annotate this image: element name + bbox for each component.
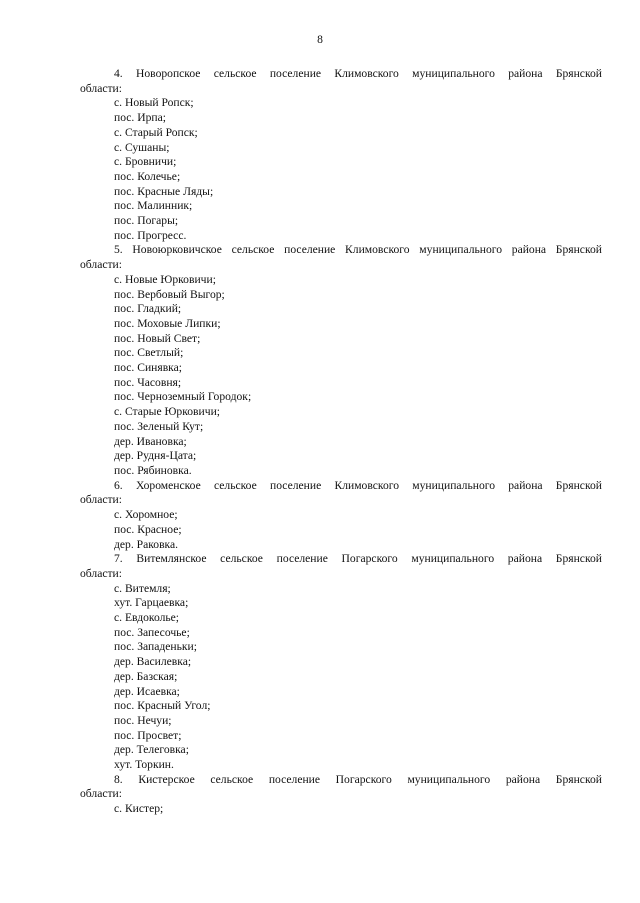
locality-item: пос. Просвет; [114,728,182,742]
locality-item: пос. Рябиновка. [114,463,192,477]
locality-item: пос. Гладкий; [114,302,182,316]
settlement-heading [80,773,602,802]
settlement-heading-line: 6. Хороменское сельское поселение Климовского муниципального района Брянской [114,478,602,492]
settlement-heading-continuation: области: [80,81,122,95]
locality-item: пос. Запесочье; [114,625,190,639]
locality-item: пос. Черноземный Городок; [114,390,252,404]
locality-item: пос. Западеньки; [114,640,197,654]
settlement-heading-continuation: области: [80,566,122,580]
locality-item: пос. Красный Угол; [114,699,211,713]
page-number: 8 [317,33,323,46]
locality-item: пос. Вербовый Выгор; [114,287,225,301]
locality-item: дер. Исаевка; [114,684,180,698]
locality-item: дер. Рудня-Цата; [114,449,197,463]
locality-item: пос. Зеленый Кут; [114,419,204,433]
locality-item: пос. Часовня; [114,375,182,389]
settlement-heading [80,552,602,581]
settlement-heading-continuation: области: [80,787,122,801]
locality-item: с. Хоромное; [114,508,178,522]
locality-item: с. Новый Ропск; [114,96,194,110]
document-body [80,67,602,817]
locality-item: пос. Ирпа; [114,111,166,125]
settlement-heading-line: 5. Новоюрковичское сельское поселение Климовского муниципального района Брянской [114,243,602,257]
locality-item: дер. Василевка; [114,655,192,669]
locality-item: пос. Светлый; [114,346,184,360]
locality-item: пос. Моховые Липки; [114,316,221,330]
locality-item: хут. Гарцаевка; [114,596,189,610]
locality-item: с. Витемля; [114,581,171,595]
locality-item: дер. Телеговка; [114,743,189,757]
locality-item: дер. Ивановка; [114,434,187,448]
locality-item: с. Евдоколье; [114,611,180,625]
locality-item: с. Старые Юрковичи; [114,405,220,419]
locality-item: хут. Торкин. [114,758,174,772]
settlement-heading [80,243,602,272]
locality-item: с. Сушаны; [114,140,170,154]
settlement-heading-line: 8. Кистерское сельское поселение Погарского муниципального района Брянской [114,772,602,786]
locality-item: пос. Синявка; [114,361,183,375]
locality-item: пос. Красные Ляды; [114,184,214,198]
locality-item: пос. Погары; [114,214,179,228]
settlement-heading-line: 4. Новоропское сельское поселение Климовского муниципального района Брянской [114,67,602,80]
locality-item: дер. Раковка. [114,537,179,551]
settlement-heading [80,479,602,508]
locality-item: пос. Нечуи; [114,713,172,727]
locality-item: пос. Колечье; [114,169,181,183]
locality-item: с. Кистер; [114,802,164,816]
locality-item: пос. Красное; [114,522,182,536]
locality-item: пос. Прогресс. [114,228,187,242]
locality-item: с. Новые Юрковичи; [114,272,216,286]
settlement-heading [80,67,602,96]
locality-item: с. Старый Ропск; [114,125,198,139]
locality-item: с. Бровничи; [114,155,177,169]
locality-item: пос. Малинник; [114,199,193,213]
settlement-heading-line: 7. Витемлянское сельское поселение Погарского муниципального района Брянской [114,552,602,566]
locality-item: дер. Базская; [114,669,178,683]
settlement-heading-continuation: области: [80,493,122,507]
locality-item: пос. Новый Свет; [114,331,201,345]
settlement-heading-continuation: области: [80,258,122,272]
